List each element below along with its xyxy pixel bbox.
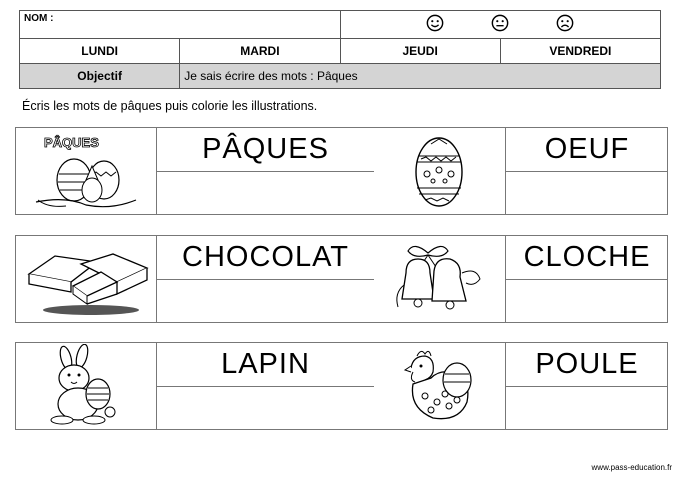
word-cloche: CLOCHE <box>506 236 668 280</box>
day-lundi: LUNDI <box>20 39 180 64</box>
write-area-lapin[interactable] <box>157 387 374 429</box>
paques-eggs-icon <box>26 130 146 212</box>
word-cell-poule <box>505 343 668 429</box>
word-lapin: LAPIN <box>157 343 374 387</box>
egg-illustration-cell <box>373 128 505 214</box>
day-jeudi: JEUDI <box>340 39 500 64</box>
word-block-1 <box>15 127 668 215</box>
chocolate-illustration-cell <box>16 236 156 322</box>
word-chocolat: CHOCOLAT <box>157 236 374 280</box>
easter-bells-icon <box>384 237 494 321</box>
word-cell-paques <box>156 128 374 214</box>
word-oeuf: OEUF <box>506 128 668 172</box>
paques-illustration-cell <box>16 128 156 214</box>
word-poule: POULE <box>506 343 668 387</box>
instruction-text: Écris les mots de pâques puis colorie les illustrations. <box>22 99 318 113</box>
write-area-cloche[interactable] <box>506 280 668 322</box>
nom-label: NOM : <box>20 11 341 39</box>
happy-face-icon <box>404 14 466 35</box>
neutral-face-icon <box>469 14 531 35</box>
word-block-3 <box>15 342 668 430</box>
write-area-paques[interactable] <box>157 172 374 214</box>
objective-label: Objectif <box>20 64 180 89</box>
word-cell-chocolat <box>156 236 374 322</box>
chocolate-bar-icon <box>21 238 151 320</box>
footer-website[interactable]: www.pass-education.fr <box>591 463 672 472</box>
word-block-2 <box>15 235 668 323</box>
objective-text: Je sais écrire des mots : Pâques <box>180 64 661 89</box>
write-area-oeuf[interactable] <box>506 172 668 214</box>
sad-face-icon <box>534 14 596 35</box>
decorated-egg-icon <box>409 130 469 212</box>
word-cell-cloche <box>505 236 668 322</box>
header-table <box>19 10 661 88</box>
write-area-chocolat[interactable] <box>157 280 374 322</box>
rabbit-icon <box>36 344 136 428</box>
hen-illustration-cell <box>373 343 505 429</box>
day-vendredi: VENDREDI <box>500 39 660 64</box>
mood-smileys <box>340 11 661 39</box>
word-paques: PÂQUES <box>157 128 374 172</box>
day-mardi: MARDI <box>180 39 340 64</box>
write-area-poule[interactable] <box>506 387 668 429</box>
svg-text:PÂQUES: PÂQUES <box>44 135 99 150</box>
word-cell-lapin <box>156 343 374 429</box>
rabbit-illustration-cell <box>16 343 156 429</box>
word-cell-oeuf <box>505 128 668 214</box>
hen-icon <box>391 344 487 428</box>
bells-illustration-cell <box>373 236 505 322</box>
